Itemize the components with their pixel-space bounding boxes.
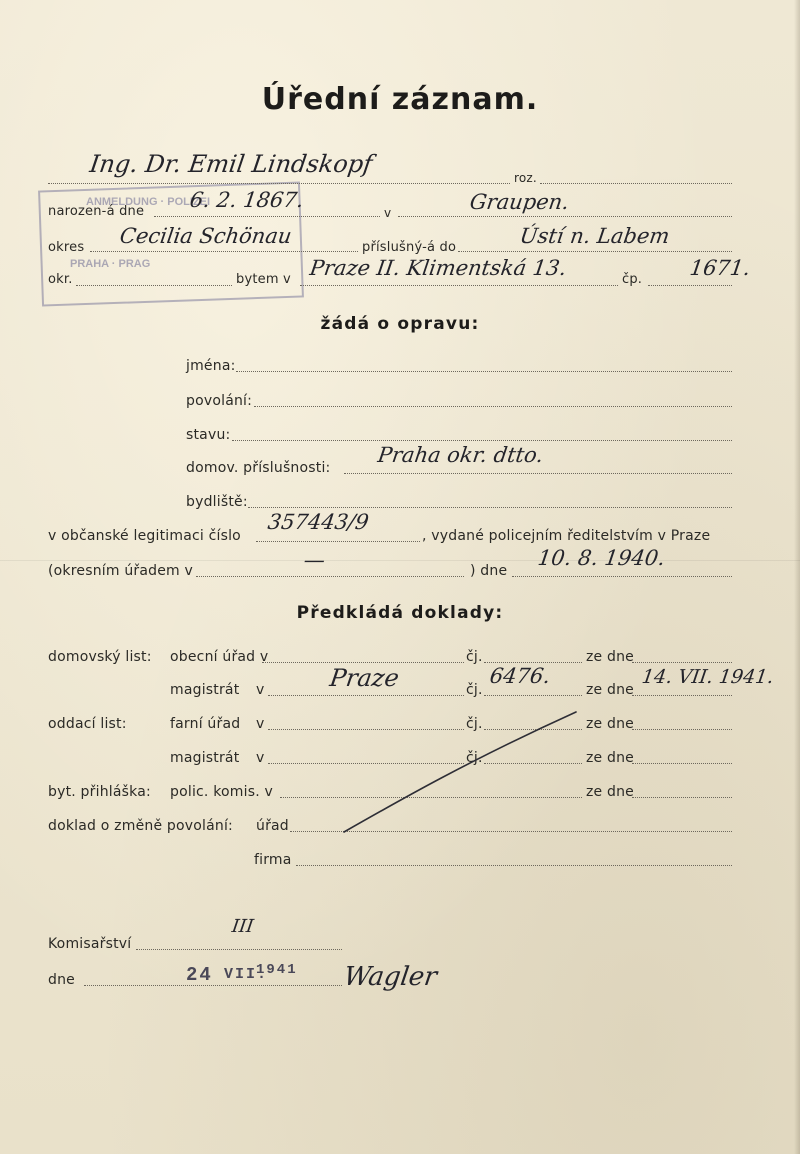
section-request-heading: žádá o opravu: xyxy=(320,314,480,334)
district-value: Cecilia Schönau xyxy=(118,224,294,248)
oddaci-label: oddací list: xyxy=(48,716,127,732)
polic-label: polic. komis. v xyxy=(170,784,274,800)
district-line xyxy=(90,251,358,252)
magistrat-cj: 6476. xyxy=(488,664,552,688)
lives-label: bytem v xyxy=(236,272,291,287)
obecni-urad-line xyxy=(262,662,464,663)
address-value: Praze II. Klimentská 13. xyxy=(308,256,569,280)
magistrat-cj-line xyxy=(484,695,582,696)
domovsky-label: domovský list: xyxy=(48,649,152,665)
firma-label: firma xyxy=(254,852,292,868)
belongs-value: Ústí n. Labem xyxy=(518,224,672,248)
status-label: stavu: xyxy=(186,427,231,443)
born-line xyxy=(154,216,380,217)
id-date-value: 10. 8. 1940. xyxy=(536,546,667,570)
magistrat-label: magistrát xyxy=(170,682,240,698)
ze-dne-label: ze dne xyxy=(586,784,634,800)
birthplace-line xyxy=(398,216,732,217)
signature: Wagler xyxy=(341,962,439,992)
komisarstvi-value: III xyxy=(230,916,255,937)
name-line xyxy=(48,183,510,184)
farni-date-line xyxy=(632,729,732,730)
magistrat-label: magistrát xyxy=(170,750,240,766)
id-card-prefix: v občanské legitimaci číslo xyxy=(48,528,241,544)
stamp-lettering: ANMELDUNG · POLIZEI xyxy=(86,196,211,208)
id-card-line xyxy=(256,541,420,542)
section-documents-heading: Předkládá doklady: xyxy=(296,603,504,623)
komisarstvi-line xyxy=(136,949,342,950)
birthplace: Graupen. xyxy=(468,190,571,214)
ze-dne-label: ze dne xyxy=(586,716,634,732)
in-label: v xyxy=(384,206,392,220)
magistrat-date: 14. VII. 1941. xyxy=(640,666,776,688)
obecni-urad-label: obecní úřad v xyxy=(170,649,269,665)
dne-label: dne xyxy=(48,972,75,988)
district-office-line xyxy=(196,576,464,577)
polic-date-line xyxy=(632,797,732,798)
v-label: v xyxy=(256,716,265,732)
ze-dne-label: ze dne xyxy=(586,649,634,665)
ze-dne-line xyxy=(632,662,732,663)
id-date-label: ) dne xyxy=(470,563,508,579)
district-label: okres xyxy=(48,240,85,255)
roz-line xyxy=(540,183,732,184)
paper-edge xyxy=(794,0,800,1154)
v-label: v xyxy=(256,750,265,766)
document-title: Úřední záznam. xyxy=(261,82,539,117)
cp-label: čp. xyxy=(622,272,643,287)
residence-label: bydliště: xyxy=(186,494,248,510)
residence-line xyxy=(248,507,732,508)
domicile-label: domov. příslušnosti: xyxy=(186,460,331,476)
belongs-label: příslušný-á do xyxy=(362,240,457,255)
occupation-label: povolání: xyxy=(186,393,253,409)
urad-label: úřad xyxy=(256,818,289,834)
komisarstvi-label: Komisařství xyxy=(48,936,132,952)
district-office-value: — xyxy=(302,548,327,572)
magistrat-city: Praze xyxy=(328,664,401,692)
id-card-number: 357443/9 xyxy=(266,510,371,534)
cj-label: čj. xyxy=(466,649,483,665)
id-date-line xyxy=(512,576,732,577)
oddaci-date-line xyxy=(632,763,732,764)
cancellation-stroke xyxy=(330,700,590,840)
byt-label: byt. přihláška: xyxy=(48,784,151,800)
magistrat-date-line xyxy=(632,695,732,696)
status-line xyxy=(232,440,732,441)
id-card-issued: , vydané policejním ředitelstvím v Praze xyxy=(422,528,711,544)
domicile-value: Praha okr. dtto. xyxy=(376,443,545,467)
cj-label: čj. xyxy=(466,682,483,698)
date-stamp-year: 1941 xyxy=(256,962,298,978)
names-label: jména: xyxy=(186,358,236,374)
cj-line xyxy=(484,662,582,663)
cp-value: 1671. xyxy=(688,256,752,280)
v-label: v xyxy=(256,682,265,698)
okr-line xyxy=(76,285,232,286)
cj-label: čj. xyxy=(466,750,483,766)
date-stamp-month: VII. xyxy=(224,966,269,983)
ze-dne-label: ze dne xyxy=(586,682,634,698)
dne-line xyxy=(84,985,342,986)
birth-date: 6. 2. 1867. xyxy=(188,188,306,212)
cp-line xyxy=(648,285,732,286)
roz-label: roz. xyxy=(514,171,537,185)
born-label: narozen-á dne xyxy=(48,204,145,219)
names-line xyxy=(236,371,732,372)
applicant-name: Ing. Dr. Emil Lindskopf xyxy=(88,150,375,178)
belongs-line xyxy=(458,251,732,252)
district-office-label: (okresním úřadem v xyxy=(48,563,194,579)
farni-label: farní úřad xyxy=(170,716,241,732)
domicile-line xyxy=(344,473,732,474)
okr-label: okr. xyxy=(48,272,73,287)
date-stamp-day: 24 xyxy=(186,964,213,986)
occupation-line xyxy=(254,406,732,407)
ze-dne-label: ze dne xyxy=(586,750,634,766)
firma-line xyxy=(296,865,732,866)
address-line xyxy=(300,285,618,286)
stamp-lettering: PRAHA · PRAG xyxy=(70,258,151,270)
cj-label: čj. xyxy=(466,716,483,732)
paper-fold xyxy=(0,560,800,561)
zmena-label: doklad o změně povolání: xyxy=(48,818,233,834)
magistrat-city-line xyxy=(268,695,464,696)
